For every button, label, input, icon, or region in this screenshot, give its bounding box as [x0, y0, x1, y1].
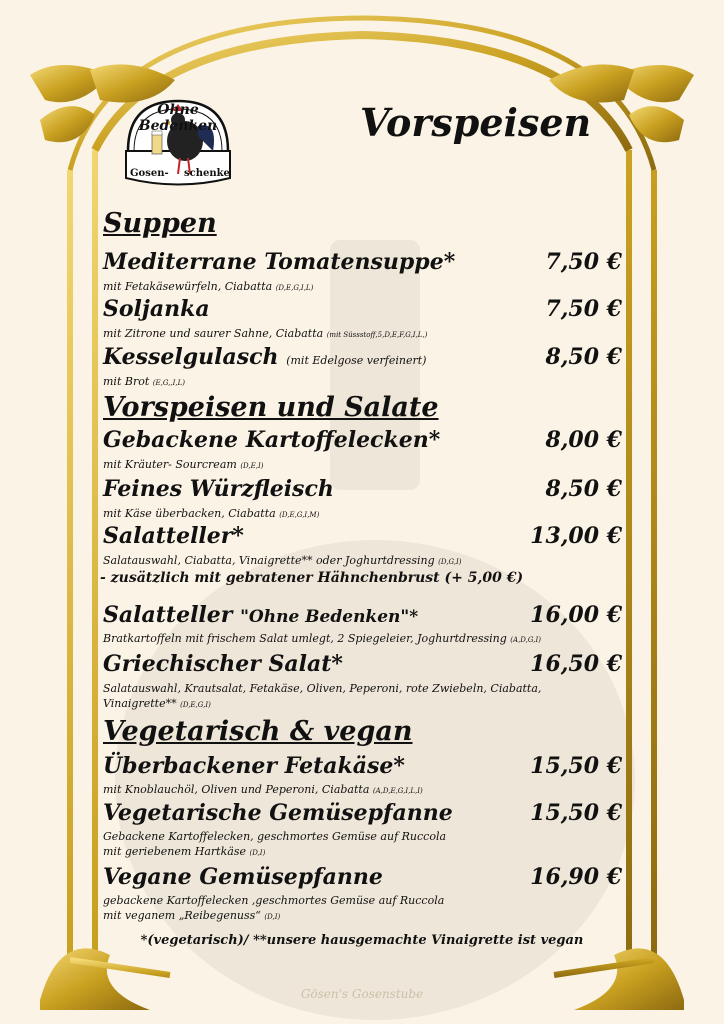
allergen-codes: (A,D,G,I): [510, 636, 541, 644]
dish-title: Salatteller*: [103, 523, 244, 549]
dish-description: [103, 506, 573, 523]
dish-name: [103, 296, 210, 322]
dish-price: 16,90 €: [530, 864, 622, 890]
dish-title: Griechischer Salat*: [103, 651, 343, 677]
dish-description-text: gebackene Kartoffelecken ,geschmortes Gemüse auf Ruccola: [103, 894, 445, 907]
dish-description-text-2: Vinaigrette**: [103, 697, 177, 710]
dish-description: [103, 553, 573, 570]
dish-description-text: mit Zitrone und saurer Sahne, Ciabatta: [103, 327, 324, 340]
section-title-vegetarisch-vegan: Vegetarisch & vegan: [103, 716, 413, 747]
dish-description: [103, 279, 573, 296]
page-title: Vorspeisen: [360, 100, 592, 145]
allergen-codes: (D,E,G,I): [180, 701, 211, 709]
dish-subtitle: "Ohne Bedenken"*: [240, 607, 419, 627]
logo-top-text: Ohne Bedenken: [138, 102, 218, 134]
dish-title: Salatteller: [103, 602, 233, 628]
allergen-codes: (D,I): [264, 913, 281, 921]
dish-description-text: mit Kräuter- Sourcream: [103, 458, 237, 471]
dish-description: [103, 681, 573, 713]
dish-description: [103, 457, 573, 474]
dish-name: [103, 344, 426, 370]
dish-description-text: mit Brot: [103, 375, 150, 388]
dish-title: Soljanka: [103, 296, 210, 322]
extra-option: - zusätzlich mit gebratener Hähnchenbrust (+ 5,00 €): [100, 570, 524, 586]
dish-description-text: Salatauswahl, Ciabatta, Vinaigrette** oder Joghurtdressing: [103, 554, 435, 567]
section-title-vorspeisen-salate: Vorspeisen und Salate: [103, 392, 439, 423]
dish-title: Gebackene Kartoffelecken*: [103, 427, 441, 453]
dish-title: Mediterrane Tomatensuppe*: [103, 249, 456, 275]
logo-bottom-left-text: Gosen-: [130, 168, 169, 179]
dish-title: Vegetarische Gemüsepfanne: [103, 800, 453, 826]
section-title-suppen: Suppen: [103, 208, 217, 239]
allergen-codes: (D,I): [249, 849, 266, 857]
dish-price: 8,50 €: [545, 476, 622, 502]
dish-description-text: Bratkartoffeln mit frischem Salat umlegt, 2 Spiegeleier, Joghurtdressing: [103, 632, 507, 645]
dish-note: (mit Edelgose verfeinert): [286, 354, 427, 367]
dish-name: [103, 476, 334, 502]
dish-description: [103, 893, 573, 925]
dish-description-text-2: mit geriebenem Hartkäse: [103, 845, 246, 858]
allergen-codes: (mit Süssstoff,5,D,E,F,G,I,L,): [326, 331, 428, 339]
footer-note: *(vegetarisch)/ **unsere hausgemachte Vinaigrette ist vegan: [140, 933, 584, 948]
dish-name: [103, 753, 405, 779]
brewery-logo: [118, 96, 238, 196]
allergen-codes: (D,G,I): [438, 558, 462, 566]
dish-name: [103, 427, 440, 453]
dish-price: 8,50 €: [545, 344, 622, 370]
dish-name: [103, 602, 418, 628]
dish-price: 7,50 €: [545, 296, 622, 322]
logo-bottom-right-text: schenke: [184, 168, 230, 179]
dish-description: [103, 829, 573, 861]
dish-description-text: Gebackene Kartoffelecken, geschmortes Gemüse auf Ruccola: [103, 830, 447, 843]
dish-name: [103, 651, 343, 677]
dish-description-text: mit Käse überbacken, Ciabatta: [103, 507, 276, 520]
dish-price: 16,00 €: [530, 602, 622, 628]
dish-description: [103, 782, 573, 799]
dish-name: [103, 864, 383, 890]
watermark-text: Gösen's Gosenstube: [300, 987, 424, 1001]
allergen-codes: (D,E,I): [240, 462, 264, 470]
dish-description: [103, 374, 573, 391]
allergen-codes: (A,D,E,G,I,L,I): [372, 787, 423, 795]
allergen-codes: (D,E,G,I,L): [275, 284, 314, 292]
dish-title: Feines Würzfleisch: [103, 476, 334, 502]
dish-name: [103, 523, 244, 549]
allergen-codes: (E,G,,I,L): [152, 379, 185, 387]
dish-description-text-2: mit veganem „Reibegenuss“: [103, 909, 261, 922]
dish-price: 15,50 €: [530, 800, 622, 826]
dish-description-text: mit Knoblauchöl, Oliven und Peperoni, Ciabatta: [103, 783, 370, 796]
dish-description: [103, 631, 573, 648]
dish-title: Vegane Gemüsepfanne: [103, 864, 383, 890]
allergen-codes: (D,E,G,I,M): [279, 511, 320, 519]
dish-price: 16,50 €: [530, 651, 622, 677]
dish-price: 13,00 €: [530, 523, 622, 549]
dish-description: [103, 326, 573, 343]
dish-title: Kesselgulasch: [103, 344, 279, 370]
dish-name: [103, 800, 453, 826]
dish-price: 7,50 €: [545, 249, 622, 275]
dish-price: 15,50 €: [530, 753, 622, 779]
dish-title: Überbackener Fetakäse*: [103, 753, 405, 779]
dish-price: 8,00 €: [545, 427, 622, 453]
dish-description-text: mit Fetakäsewürfeln, Ciabatta: [103, 280, 273, 293]
dish-name: [103, 249, 455, 275]
dish-description-text: Salatauswahl, Krautsalat, Fetakäse, Oliven, Peperoni, rote Zwiebeln, Ciabatta,: [103, 682, 542, 695]
